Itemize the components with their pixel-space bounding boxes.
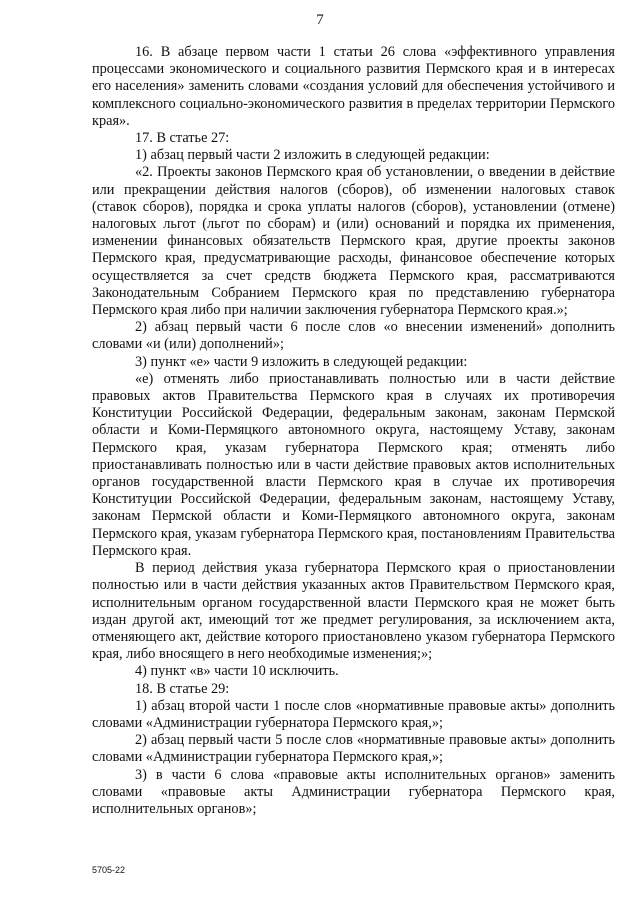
paragraph-subitem: 2) абзац первый части 5 после слов «нормативные правовые акты» дополнить словами «Администрации губернатора Пермского края,»;	[92, 732, 615, 766]
document-code: 5705-22	[92, 865, 126, 875]
paragraph-quoted-text: «2. Проекты законов Пермского края об установлении, о введении в действие или прекращении действия налогов (сборов), об изменении налоговых ставок (ставок сборов), порядка и срока уплаты налогов (сборов), установлении (отмене) налоговых льгот (льгот по сборам) и (или) оснований и порядка их применения, изменении финансовых обязательств Пермского края, другие проекты законов Пермского края, предусматривающие расходы, финансовое обеспечение которых осуществляется за счет средств бюджета Пермского края, рассматриваются Законодательным Собранием Пермского края по представлению губернатора Пермского края либо при наличии заключения губернатора Пермского края.»;	[92, 164, 615, 319]
page-number: 7	[316, 12, 324, 28]
paragraph-subitem: 2) абзац первый части 6 после слов «о внесении изменений» дополнить словами «и (или) дополнений»;	[92, 319, 615, 353]
paragraph-item-16: 16. В абзаце первом части 1 статьи 26 слова «эффективного управления процессами экономического и социального развития Пермского края и в интересах его населения» заменить словами «создания условий для обеспечения устойчивого и комплексного социально-экономического развития в пределах территории Пермского края».	[92, 44, 615, 129]
paragraph-item-17-heading: 17. В статье 27:	[135, 130, 230, 147]
paragraph-subitem: 1) абзац второй части 1 после слов «нормативные правовые акты» дополнить словами «Администрации губернатора Пермского края,»;	[92, 697, 615, 731]
paragraph-subitem: 4) пункт «в» части 10 исключить.	[135, 663, 339, 680]
paragraph-quoted-text: В период действия указа губернатора Пермского края о приостановлении полностью или в части действия указанных актов Правительством Пермского края, исполнительным органом государственной власти Пермского края не может быть издан другой акт, имеющий тот же предмет регулирования, за исключением акта, отменяющего акт, действие которого приостановлено указом губернатора Пермского края, либо вносящего в него необходимые изменения;»;	[92, 560, 615, 663]
paragraph-item-18-heading: 18. В статье 29:	[135, 680, 230, 697]
paragraph-subitem: 3) в части 6 слова «правовые акты исполнительных органов» заменить словами «правовые акты Администрации губернатора Пермского края, исполнительных органов»;	[92, 766, 615, 817]
paragraph-subitem: 3) пункт «е» части 9 изложить в следующей редакции:	[135, 353, 468, 370]
document-body	[92, 44, 615, 818]
paragraph-subitem: 1) абзац первый части 2 изложить в следующей редакции:	[135, 147, 490, 164]
paragraph-quoted-text: «е) отменять либо приостанавливать полностью или в части действие правовых актов Правительства Пермского края в случаях их противоречия Конституции Российской Федерации, федеральным законам, законам Пермской области и Коми-Пермяцкого автономного округа, настоящему Уставу, законам Пермского края, указам губернатора Пермского края; отменять либо приостанавливать полностью или в части действие правовых актов исполнительных органов государственной власти Пермского края в случае их противоречия Конституции Российской Федерации, федеральным законам, настоящему Уставу, законам Пермской области и Коми-Пермяцкого автономного округа, законам Пермского края, указам губернатора Пермского края, постановлениям Правительства Пермского края.	[92, 370, 615, 559]
